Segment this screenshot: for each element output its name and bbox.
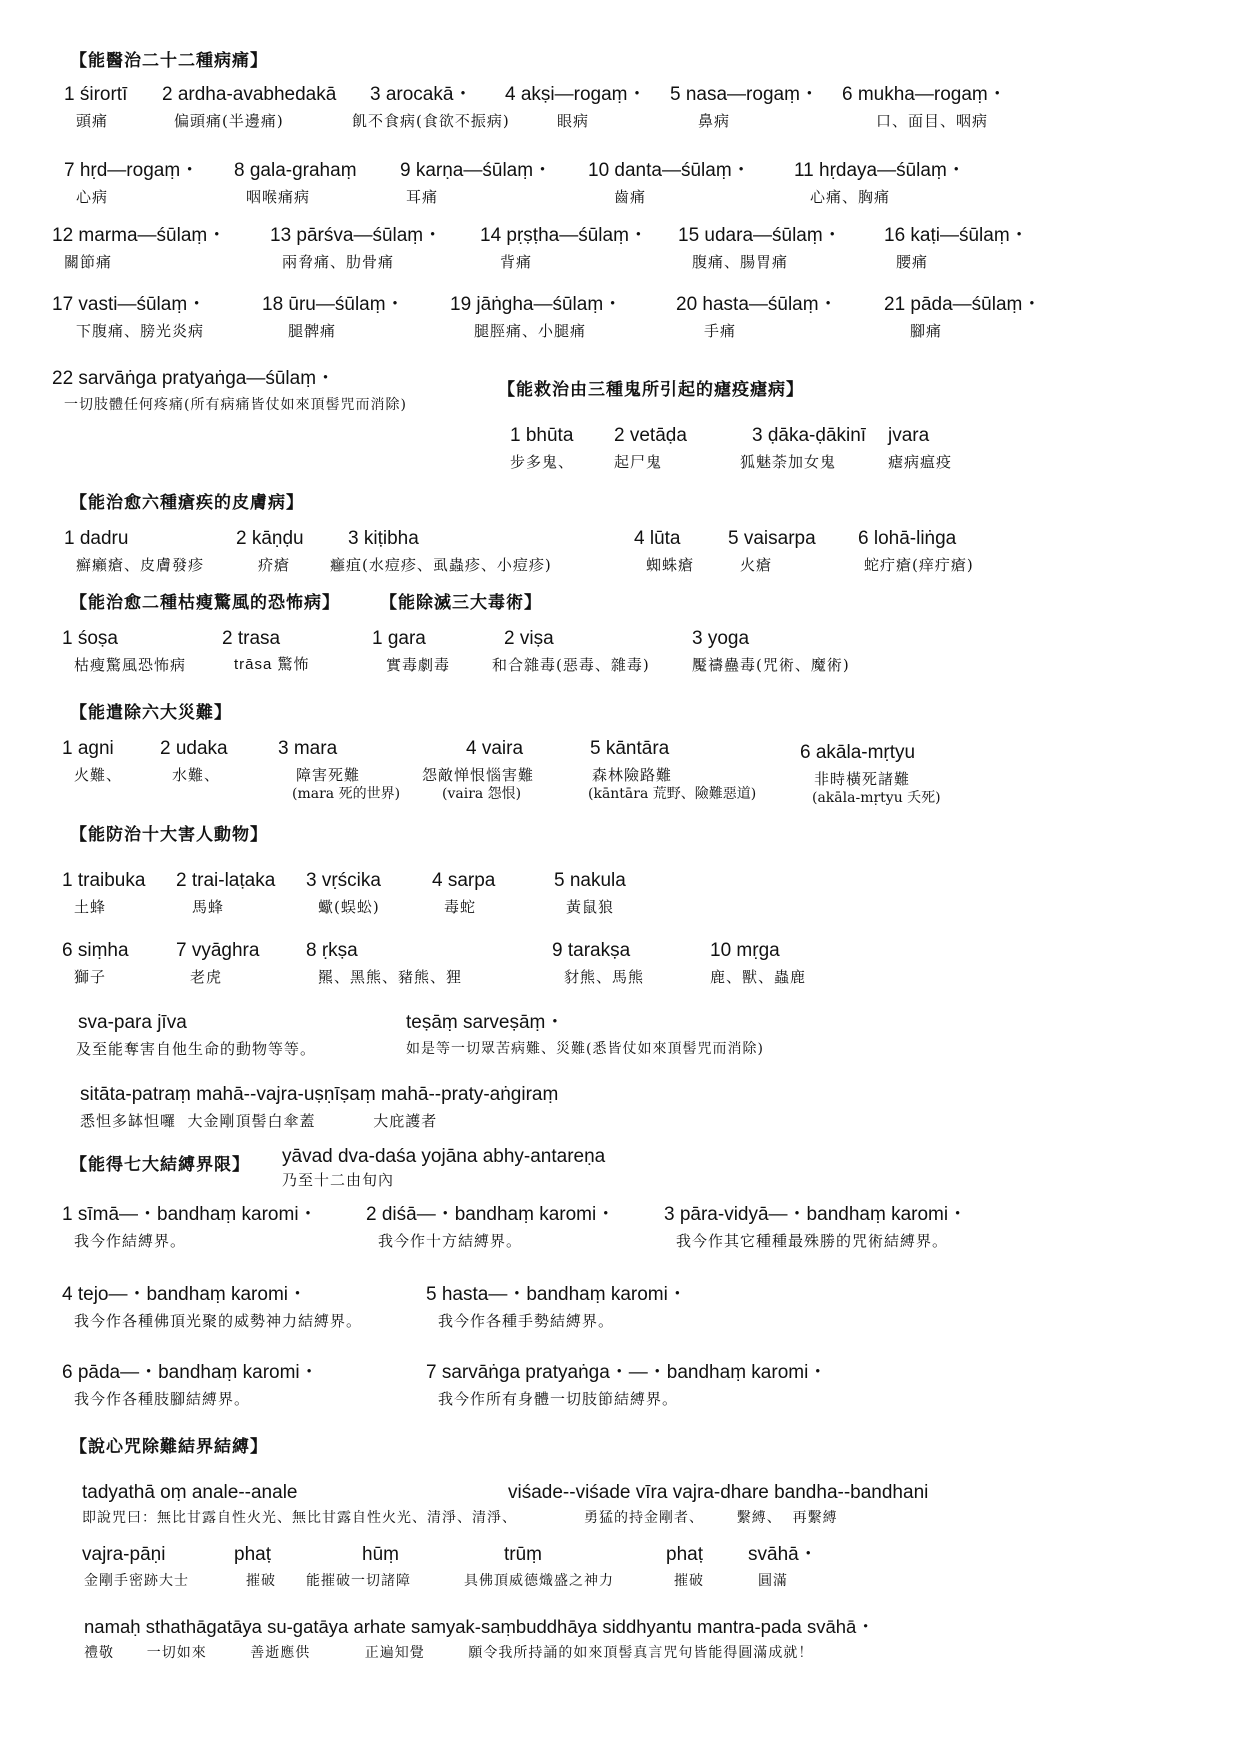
- sanskrit-term: 2 ardha-avabhedakā: [162, 84, 337, 105]
- sanskrit-term: 1 gara: [372, 628, 426, 649]
- sanskrit-term: 7 vyāghra: [176, 940, 260, 961]
- chinese-gloss: 疥瘡: [258, 556, 291, 574]
- list-item: [492, 628, 650, 675]
- chinese-gloss: 蜘蛛瘡: [646, 556, 695, 574]
- sanskrit-term: 4 lūta: [634, 528, 681, 549]
- sanskrit-term: 6 pāda—・bandhaṃ karomi・: [62, 1362, 319, 1383]
- section-header-2-wasting: 【能治愈二種枯瘦驚風的恐怖病】: [70, 593, 340, 613]
- chinese-gloss: 水難、: [172, 766, 221, 784]
- sanskrit-phrase: phaṭ: [234, 1544, 271, 1565]
- chinese-gloss: 具佛頂威德熾盛之神力: [464, 1573, 614, 1589]
- list-item: [62, 1204, 318, 1251]
- sanskrit-term: 11 hṛdaya—śūlaṃ・: [794, 160, 966, 181]
- chinese-gloss: trāsa 驚怖: [234, 656, 310, 673]
- chinese-gloss: 偏頭痛(半邊痛): [174, 112, 284, 130]
- chinese-gloss: 心痛、胸痛: [810, 188, 891, 206]
- chinese-gloss: 枯瘦驚風恐怖病: [74, 656, 187, 674]
- sanskrit-term: 3 yoga: [692, 628, 750, 649]
- sanskrit-term: 1 agni: [62, 738, 114, 759]
- list-item: [64, 528, 204, 575]
- chinese-gloss: 蛇疔瘡(痒疔瘡): [864, 556, 974, 574]
- list-item: [858, 528, 974, 575]
- chinese-gloss: 我今作各種佛頂光聚的威勢神力結縛界。: [74, 1312, 363, 1330]
- sanskrit-term: 17 vasti—śūlaṃ・: [52, 294, 207, 315]
- chinese-gloss: 黃鼠狼: [566, 898, 615, 916]
- chinese-gloss: 腹痛、腸胃痛: [692, 253, 789, 271]
- list-item: [710, 940, 806, 987]
- list-item: [52, 294, 206, 341]
- chinese-gloss: 毒蛇: [444, 898, 477, 916]
- chinese-gloss: 勇猛的持金剛者、 繫縛、 再繫縛: [584, 1510, 838, 1526]
- chinese-gloss: 起尸鬼: [614, 453, 663, 471]
- list-item: [62, 628, 186, 675]
- sanskrit-term: jvara: [888, 425, 930, 446]
- chinese-gloss: 口、面目、咽病: [876, 112, 989, 130]
- sanskrit-term: 3 mara: [278, 738, 338, 759]
- sanskrit-phrase: phaṭ: [666, 1544, 703, 1565]
- chinese-gloss: 下腹痛、膀光炎病: [76, 322, 205, 340]
- sanskrit-term: 19 jāṅgha—śūlaṃ・: [450, 294, 623, 315]
- sanskrit-term: 9 tarakṣa: [552, 940, 631, 961]
- chinese-gloss: 怨敵惮恨惱害難: [422, 766, 535, 784]
- list-item: [842, 84, 1007, 131]
- list-item: [62, 870, 145, 917]
- sanskrit-term: 20 hasta—śūlaṃ・: [676, 294, 838, 315]
- chinese-gloss: 鹿、獸、蟲鹿: [710, 968, 807, 986]
- mantra-word: [464, 1544, 614, 1591]
- list-item: [62, 1284, 362, 1331]
- list-item: [234, 160, 357, 207]
- mantra-line: [84, 1616, 875, 1663]
- list-item: [222, 628, 310, 675]
- sanskrit-term: 3 arocakā・: [370, 84, 473, 105]
- list-item: [236, 528, 304, 575]
- chinese-gloss: 齒痛: [614, 188, 647, 206]
- sanskrit-term: 18 ūru—śūlaṃ・: [262, 294, 405, 315]
- sanskrit-term: 5 nakula: [554, 870, 626, 891]
- section-header-6-calamities: 【能遣除六大災難】: [70, 703, 232, 723]
- sanskrit-term: 2 kāṇḍu: [236, 528, 304, 549]
- sanskrit-phrase: vajra-pāṇi: [82, 1544, 166, 1565]
- mantra-word: [666, 1544, 704, 1591]
- chinese-gloss: 森林險路難: [592, 766, 673, 784]
- section-header-6-skin: 【能治愈六種瘡疾的皮膚病】: [70, 493, 304, 513]
- chinese-gloss: 金剛手密跡大士: [84, 1573, 189, 1589]
- list-item: [794, 160, 966, 207]
- sanskrit-term: 1 śirortī: [64, 84, 128, 105]
- list-item: [740, 425, 867, 472]
- list-item: [614, 425, 687, 472]
- sanskrit-term: 15 udara—śūlaṃ・: [678, 225, 842, 246]
- chinese-gloss: 我今作所有身體一切肢節結縛界。: [438, 1390, 679, 1408]
- sanskrit-phrase: yāvad dva-daśa yojāna abhy-antareṇa: [282, 1146, 606, 1167]
- chinese-gloss: 獅子: [74, 968, 107, 986]
- chinese-gloss: 障害死難: [296, 766, 361, 784]
- sanskrit-term: 10 mṛga: [710, 940, 780, 961]
- sanskrit-term: 2 diśā—・bandhaṃ karomi・: [366, 1204, 616, 1225]
- list-item: [62, 1362, 319, 1409]
- list-item: [306, 940, 462, 987]
- chinese-gloss: 手痛: [704, 322, 737, 340]
- chinese-gloss: 腿脛痛、小腿痛: [474, 322, 587, 340]
- chinese-gloss: 腿髀痛: [288, 322, 337, 340]
- chinese-gloss: 老虎: [190, 968, 223, 986]
- sanskrit-term: 22 sarvāṅga pratyaṅga—śūlaṃ・: [52, 368, 336, 389]
- mantra-line: [82, 1482, 517, 1528]
- chinese-gloss: 如是等一切眾苦病難、災難(悉皆仗如來頂髻咒而消除): [406, 1041, 764, 1057]
- sanskrit-term: 2 trasa: [222, 628, 281, 649]
- chinese-gloss: 兩脅痛、肋骨痛: [282, 253, 395, 271]
- mantra-word: [234, 1544, 276, 1591]
- chinese-gloss: 眼病: [557, 112, 590, 130]
- sanskrit-term: 10 danta—śūlaṃ・: [588, 160, 751, 181]
- sanskrit-term: 4 tejo—・bandhaṃ karomi・: [62, 1284, 307, 1305]
- sanskrit-term: 4 sarpa: [432, 870, 496, 891]
- chinese-gloss: 土蜂: [74, 898, 107, 916]
- section-header-3-ghosts: 【能救治由三種鬼所引起的瘧疫瘧病】: [498, 380, 804, 400]
- chinese-gloss: 實毒劇毒: [386, 656, 451, 674]
- list-item: [450, 294, 622, 341]
- chinese-gloss: 瘧病瘟疫: [888, 453, 953, 471]
- sanskrit-term: 2 viṣa: [504, 628, 554, 649]
- list-item: [352, 84, 510, 131]
- mantra-word: [748, 1544, 818, 1591]
- section-header-heart-mantra: 【說心咒除難結界結縛】: [70, 1437, 268, 1457]
- list-item: [678, 225, 842, 272]
- list-item: [676, 294, 838, 341]
- chinese-gloss: 我今作結縛界。: [74, 1232, 187, 1250]
- sanskrit-term: 2 udaka: [160, 738, 228, 759]
- sanskrit-term: 1 dadru: [64, 528, 129, 549]
- chinese-gloss: 及至能奪害自他生命的動物等等。: [76, 1040, 317, 1058]
- chinese-gloss: 關節痛: [64, 253, 113, 271]
- chinese-gloss: 一切肢體任何疼痛(所有病痛皆仗如來頂髻咒而消除): [64, 397, 407, 413]
- sanskrit-phrase: sva-para jīva: [78, 1012, 187, 1033]
- chinese-gloss: 我今作各種手勢結縛界。: [438, 1312, 615, 1330]
- sanskrit-term: 3 pāra-vidyā—・bandhaṃ karomi・: [664, 1204, 968, 1225]
- sanskrit-term: 7 sarvāṅga pratyaṅga・—・bandhaṃ karomi・: [426, 1362, 828, 1383]
- phrase: [78, 1012, 316, 1059]
- chinese-gloss: 耳痛: [406, 188, 439, 206]
- chinese-gloss: 我今作十方結縛界。: [378, 1232, 523, 1250]
- sanskrit-phrase: svāhā・: [748, 1544, 818, 1565]
- chinese-gloss: 心病: [76, 188, 109, 206]
- chinese-gloss: 禮敬 一切如來 善逝應供 正遍知覺 願令我所持誦的如來頂髻真言咒句皆能得圓滿成就！: [84, 1645, 814, 1661]
- chinese-gloss: 火瘡: [740, 556, 773, 574]
- list-item: [552, 940, 644, 987]
- list-item: [52, 368, 407, 415]
- list-item: [664, 1204, 967, 1251]
- chinese-gloss: 鼻病: [698, 112, 731, 130]
- list-item: [588, 160, 751, 207]
- chinese-gloss: 癰疽(水痘疹、虱蟲疹、小痘疹): [330, 556, 552, 574]
- list-item: [372, 628, 450, 675]
- sanskrit-phrase: sitāta-patraṃ mahā--vajra-uṣṇīṣaṃ mahā--praty-aṅgiraṃ: [80, 1084, 559, 1105]
- list-item: [64, 160, 199, 207]
- sanskrit-term: 9 karṇa—śūlaṃ・: [400, 160, 553, 181]
- sanskrit-phrase: namaḥ sthathāgatāya su-gatāya arhate samyak-saṃbuddhāya siddhyantu mantra-pada svāhā・: [84, 1616, 875, 1637]
- mantra-line: [508, 1482, 928, 1528]
- chinese-gloss: 魘禱蠱毒(咒術、魔術): [692, 656, 850, 674]
- list-item: [426, 1284, 687, 1331]
- sanskrit-term: 14 pṛṣṭha—śūlaṃ・: [480, 225, 648, 246]
- section-header-22-illnesses: 【能醫治二十二種病痛】: [70, 51, 268, 71]
- sanskrit-term: 1 bhūta: [510, 425, 574, 446]
- intro-phrase: [282, 1146, 605, 1190]
- sanskrit-term: 2 trai-laṭaka: [176, 870, 276, 891]
- chinese-gloss: 和合雜毒(惡毒、雜毒): [492, 656, 650, 674]
- list-item: [366, 1204, 615, 1251]
- chinese-gloss: 我今作各種肢腳結縛界。: [74, 1390, 251, 1408]
- list-item: [64, 84, 127, 131]
- sanskrit-term: 12 marma—śūlaṃ・: [52, 225, 227, 246]
- sanskrit-phrase: tadyathā oṃ anale--anale: [82, 1482, 298, 1503]
- list-item: [432, 870, 495, 917]
- sanskrit-term: 5 hasta—・bandhaṃ karomi・: [426, 1284, 687, 1305]
- sanskrit-term: 5 vaisarpa: [728, 528, 816, 549]
- list-item: [160, 738, 228, 785]
- sanskrit-term: 6 akāla-mṛtyu: [800, 742, 916, 763]
- list-item: [480, 225, 648, 272]
- sanskrit-term: 8 gala-grahaṃ: [234, 160, 357, 181]
- list-item: [330, 528, 552, 575]
- sanskrit-term: 1 śoṣa: [62, 628, 118, 649]
- sanskrit-term: 3 kiṭibha: [348, 528, 419, 549]
- sanskrit-term: 3 vṛścika: [306, 870, 381, 891]
- list-item: [670, 84, 819, 131]
- list-item: [634, 528, 694, 575]
- chinese-note: (kāntāra 荒野、險難惡道): [588, 786, 757, 802]
- list-item: [426, 1362, 827, 1409]
- list-item: [422, 738, 535, 803]
- chinese-gloss: 咽喉痛病: [246, 188, 311, 206]
- sanskrit-phrase: hūṃ: [362, 1544, 399, 1565]
- chinese-gloss: 悉怛多缽怛囉 大金剛頂髻白傘蓋 大庇護者: [80, 1112, 438, 1130]
- sanskrit-phrase: trūṃ: [504, 1544, 542, 1565]
- sanskrit-term: 6 mukha—rogaṃ・: [842, 84, 1007, 105]
- chinese-gloss: 癬癩瘡、皮膚發疹: [76, 556, 205, 574]
- section-header-7-bindings: 【能得七大結縛界限】: [70, 1155, 250, 1175]
- sanskrit-term: 7 hṛd—rogaṃ・: [64, 160, 200, 181]
- chinese-gloss: 即說咒曰：無比甘露自性火光、無比甘露自性火光、清淨、清淨、: [82, 1510, 517, 1526]
- sanskrit-term: 6 siṃha: [62, 940, 129, 961]
- chinese-gloss: 摧破: [674, 1573, 704, 1589]
- sanskrit-term: 1 traibuka: [62, 870, 146, 891]
- sanskrit-term: 16 kaṭi—śūlaṃ・: [884, 225, 1029, 246]
- chinese-gloss: 飢不食病(食欲不振病): [352, 112, 510, 130]
- chinese-gloss: 步多鬼、: [510, 453, 575, 471]
- list-item: [728, 528, 816, 575]
- chinese-gloss: 腳痛: [910, 322, 943, 340]
- list-item: [262, 294, 405, 341]
- phrase: [406, 1012, 764, 1059]
- mantra-word: [82, 1544, 189, 1591]
- section-header-10-animals: 【能防治十大害人動物】: [70, 825, 268, 845]
- chinese-gloss: 狐魅荼加女鬼: [740, 453, 837, 471]
- section-header-3-poisons: 【能除滅三大毒術】: [380, 593, 542, 613]
- sanskrit-term: 5 kāntāra: [590, 738, 670, 759]
- chinese-note: (mara 死的世界): [292, 786, 401, 802]
- mantra-word: [306, 1544, 411, 1591]
- sanskrit-term: 6 lohā-liṅga: [858, 528, 957, 549]
- list-item: [176, 940, 259, 987]
- chinese-gloss: 蠍(蜈蚣): [318, 898, 380, 916]
- list-item: [400, 160, 552, 207]
- chinese-note: (vaira 怨恨): [442, 786, 522, 802]
- chinese-gloss: 摧破: [246, 1573, 276, 1589]
- list-item: [162, 84, 336, 131]
- chinese-gloss: 背痛: [500, 253, 533, 271]
- list-item: [270, 225, 442, 272]
- chinese-gloss: 羆、黑熊、豬熊、狸: [318, 968, 463, 986]
- sanskrit-term: 8 ṛkṣa: [306, 940, 358, 961]
- sanskrit-term: 3 ḍāka-ḍākinī: [752, 425, 867, 446]
- list-item: [510, 425, 574, 472]
- chinese-gloss: 頭痛: [76, 112, 109, 130]
- chinese-gloss: 能摧破一切諸障: [306, 1573, 411, 1589]
- sanskrit-term: 1 sīmā—・bandhaṃ karomi・: [62, 1204, 318, 1225]
- chinese-gloss: 我今作其它種種最殊勝的咒術結縛界。: [676, 1232, 949, 1250]
- sanskrit-term: 21 pāda—śūlaṃ・: [884, 294, 1042, 315]
- sanskrit-term: 5 nasa—rogaṃ・: [670, 84, 819, 105]
- chinese-gloss: 乃至十二由旬內: [282, 1171, 395, 1189]
- list-item: [176, 870, 275, 917]
- phrase: [80, 1084, 558, 1131]
- list-item: [888, 425, 952, 472]
- list-item: [62, 738, 122, 785]
- list-item: [52, 225, 226, 272]
- sanskrit-term: 2 vetāḍa: [614, 425, 687, 446]
- list-item: [692, 628, 850, 675]
- list-item: [62, 940, 129, 987]
- chinese-note: (akāla-mṛtyu 夭死): [812, 790, 941, 806]
- chinese-gloss: 火難、: [74, 766, 123, 784]
- chinese-gloss: 豺熊、馬熊: [564, 968, 645, 986]
- chinese-gloss: 非時橫死諸難: [814, 770, 911, 788]
- sanskrit-term: 4 akṣi—rogaṃ・: [505, 84, 647, 105]
- sanskrit-term: 4 vaira: [466, 738, 524, 759]
- sanskrit-phrase: viśade--viśade vīra vajra-dhare bandha--bandhani: [508, 1482, 929, 1503]
- chinese-gloss: 腰痛: [896, 253, 929, 271]
- list-item: [884, 294, 1041, 341]
- chinese-gloss: 馬蜂: [192, 898, 225, 916]
- list-item: [590, 738, 756, 803]
- list-item: [505, 84, 647, 131]
- list-item: [884, 225, 1029, 272]
- list-item: [278, 738, 400, 803]
- list-item: [306, 870, 381, 917]
- list-item: [800, 742, 941, 807]
- sanskrit-term: 13 pārśva—śūlaṃ・: [270, 225, 443, 246]
- sanskrit-phrase: teṣāṃ sarveṣāṃ・: [406, 1012, 565, 1033]
- chinese-gloss: 圓滿: [758, 1573, 788, 1589]
- list-item: [554, 870, 626, 917]
